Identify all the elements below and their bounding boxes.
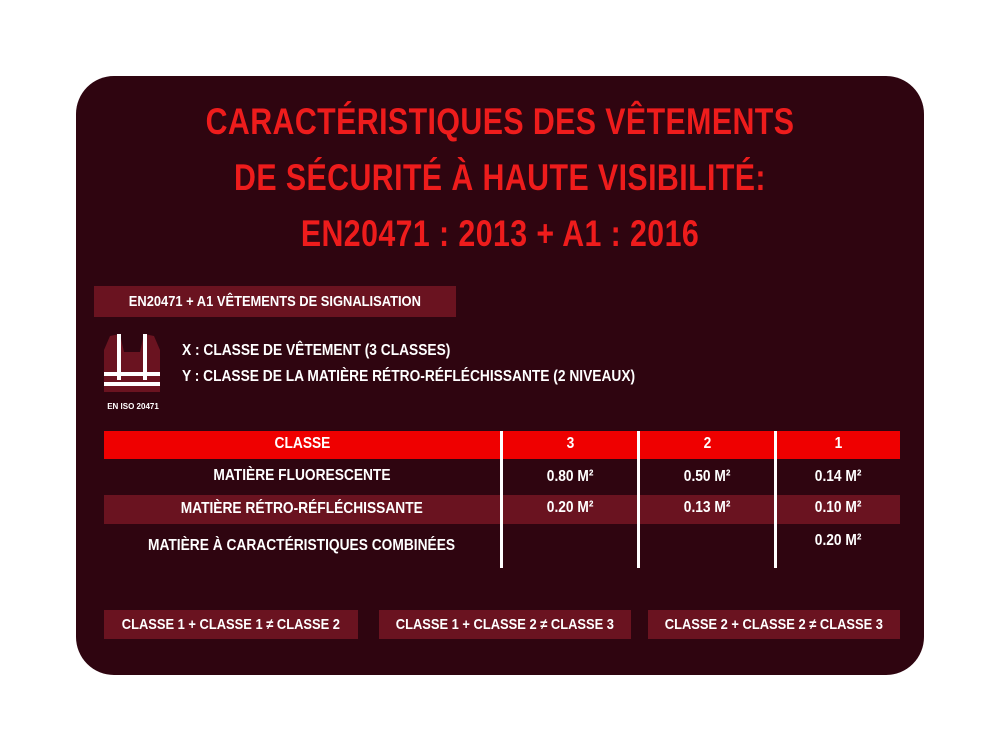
title-line-3: EN20471 : 2013 + A1 : 2016 — [300, 213, 700, 254]
title-line-1: CARACTÉRISTIQUES DES VÊTEMENTS — [205, 101, 795, 142]
column-divider — [500, 431, 503, 568]
safety-vest-icon — [100, 330, 164, 394]
column-divider — [637, 431, 640, 568]
header-class-1: 1 — [834, 435, 843, 452]
equation-text-1: CLASSE 1 + CLASSE 1 ≠ CLASSE 2 — [121, 616, 341, 633]
equation-box-2 — [379, 610, 631, 639]
cell-retroreflective-class-2: 0.13 M² — [683, 499, 731, 516]
title-line-2: DE SÉCURITÉ À HAUTE VISIBILITÉ: — [234, 157, 766, 198]
equation-text-2: CLASSE 1 + CLASSE 2 ≠ CLASSE 3 — [395, 616, 615, 633]
cell-retroreflective-class-3: 0.20 M² — [546, 499, 594, 516]
description-line-1: X : CLASSE DE VÊTEMENT (3 CLASSES) — [182, 342, 451, 359]
row-label-combined: MATIÈRE À CARACTÉRISTIQUES COMBINÉES — [148, 537, 456, 554]
description-line-2: Y : CLASSE DE LA MATIÈRE RÉTRO-RÉFLÉCHISSANTE (2 NIVEAUX) — [182, 368, 636, 385]
cell-fluorescent-class-2: 0.50 M² — [683, 468, 731, 485]
header-classe: CLASSE — [274, 435, 330, 452]
row-label-retroreflective: MATIÈRE RÉTRO-RÉFLÉCHISSANTE — [180, 500, 424, 517]
section-label — [94, 286, 456, 317]
cell-combined-class-3 — [503, 532, 637, 550]
header-class-2: 2 — [703, 435, 711, 452]
cell-fluorescent-class-3: 0.80 M² — [546, 468, 594, 485]
equation-box-3 — [648, 610, 900, 639]
row-label-fluorescent: MATIÈRE FLUORESCENTE — [213, 467, 391, 484]
pictogram-caption: EN ISO 20471 — [107, 402, 159, 411]
cell-fluorescent-class-1: 0.14 M² — [815, 468, 862, 485]
header-class-3: 3 — [566, 435, 574, 452]
cell-retroreflective-class-1: 0.10 M² — [815, 499, 862, 516]
column-divider — [774, 431, 777, 568]
equation-text-3: CLASSE 2 + CLASSE 2 ≠ CLASSE 3 — [664, 616, 884, 633]
cell-combined-class-2 — [640, 532, 774, 550]
cell-combined-class-1: 0.20 M² — [815, 532, 862, 549]
equation-box-1 — [104, 610, 358, 639]
section-label-text: EN20471 + A1 VÊTEMENTS DE SIGNALISATION — [128, 293, 422, 310]
